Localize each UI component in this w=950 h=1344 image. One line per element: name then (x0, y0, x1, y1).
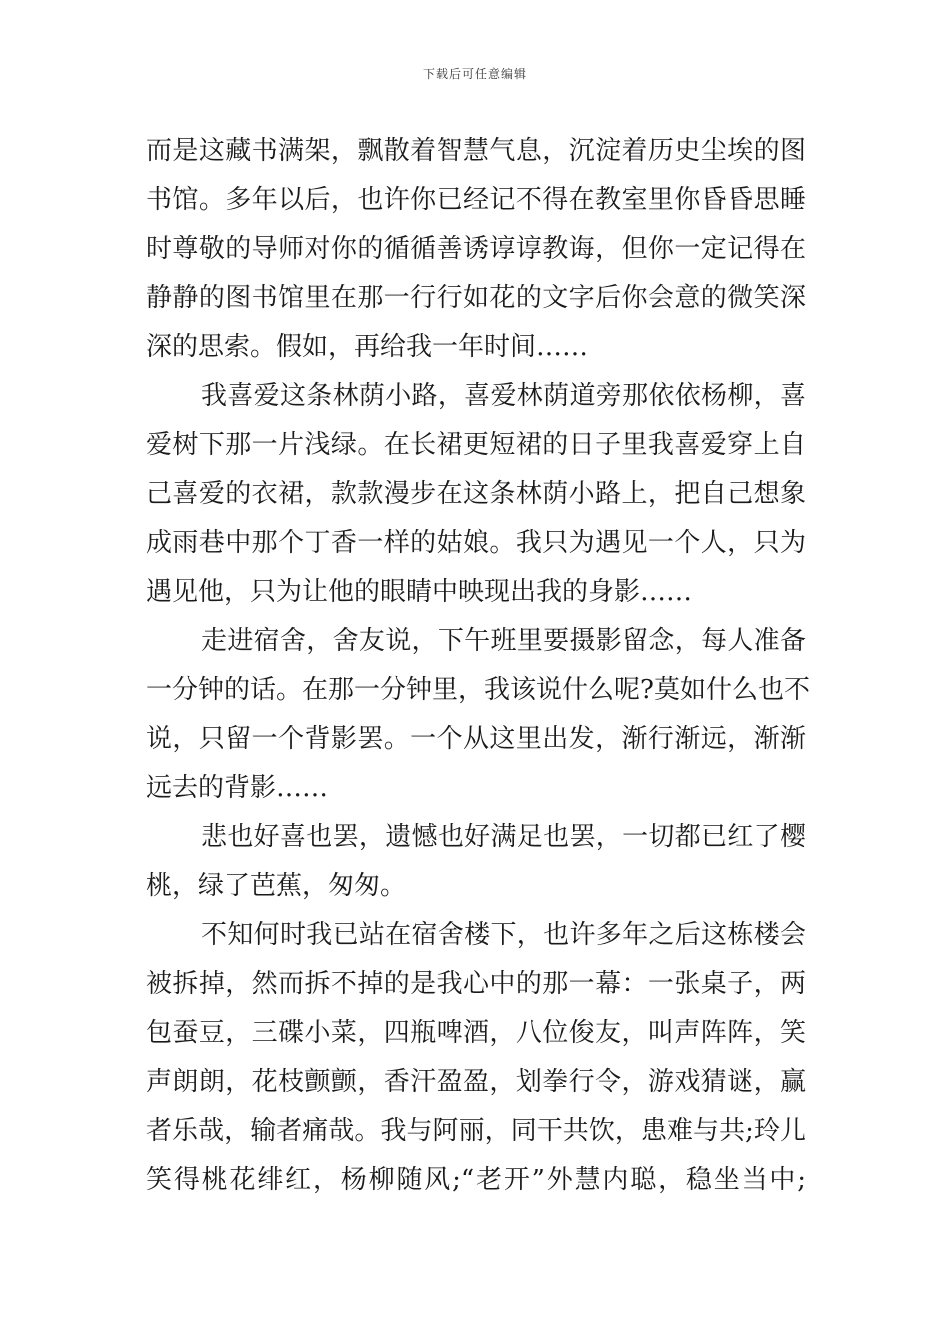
text-line: 者乐哉，输者痛哉。我与阿丽，同干共饮，患难与共;玲儿 (146, 1116, 806, 1146)
text-line: 我喜爱这条林荫小路，喜爱林荫道旁那依依杨柳，喜 (201, 381, 806, 411)
text-line: 静静的图书馆里在那一行行如花的文字后你会意的微笑深 (146, 283, 806, 313)
text-line: 己喜爱的衣裙，款款漫步在这条林荫小路上，把自己想象 (146, 479, 806, 509)
text-line: 书馆。多年以后，也许你已经记不得在教室里你昏昏思睡 (146, 185, 806, 215)
text-line: 被拆掉，然而拆不掉的是我心中的那一幕：一张桌子，两 (146, 969, 806, 999)
document-body (146, 127, 810, 1205)
text-line: 一分钟的话。在那一分钟里，我该说什么呢?莫如什么也不 (146, 675, 810, 705)
text-line: 遇见他，只为让他的眼睛中映现出我的身影…… (146, 577, 693, 607)
text-line: 声朗朗，花枝颤颤，香汗盈盈，划拳行令，游戏猜谜，赢 (146, 1067, 806, 1097)
text-line: 爱树下那一片浅绿。在长裙更短裙的日子里我喜爱穿上自 (146, 430, 806, 460)
text-line: 成雨巷中那个丁香一样的姑娘。我只为遇见一个人，只为 (146, 528, 806, 558)
text-line: 说，只留一个背影罢。一个从这里出发，渐行渐远，渐渐 (146, 724, 806, 754)
text-line: 走进宿舍，舍友说，下午班里要摄影留念，每人准备 (201, 626, 806, 656)
text-line: 悲也好喜也罢，遗憾也好满足也罢，一切都已红了樱 (201, 822, 806, 852)
text-line: 而是这藏书满架，飘散着智慧气息，沉淀着历史尘埃的图 (146, 136, 806, 166)
text-line: 笑得桃花绯红，杨柳随风;“老开”外慧内聪，稳坐当中; (146, 1165, 806, 1195)
text-line: 时尊敬的导师对你的循循善诱谆谆教诲，但你一定记得在 (146, 234, 806, 264)
text-line: 不知何时我已站在宿舍楼下，也许多年之后这栋楼会 (201, 920, 806, 950)
text-line: 深的思索。假如，再给我一年时间…… (146, 332, 589, 362)
text-line: 桃，绿了芭蕉，匆匆。 (146, 871, 407, 901)
page-header: 下载后可任意编辑 (422, 67, 527, 81)
text-line: 包蚕豆，三碟小菜，四瓶啤酒，八位俊友，叫声阵阵，笑 (146, 1018, 806, 1048)
text-line: 远去的背影…… (146, 773, 329, 803)
